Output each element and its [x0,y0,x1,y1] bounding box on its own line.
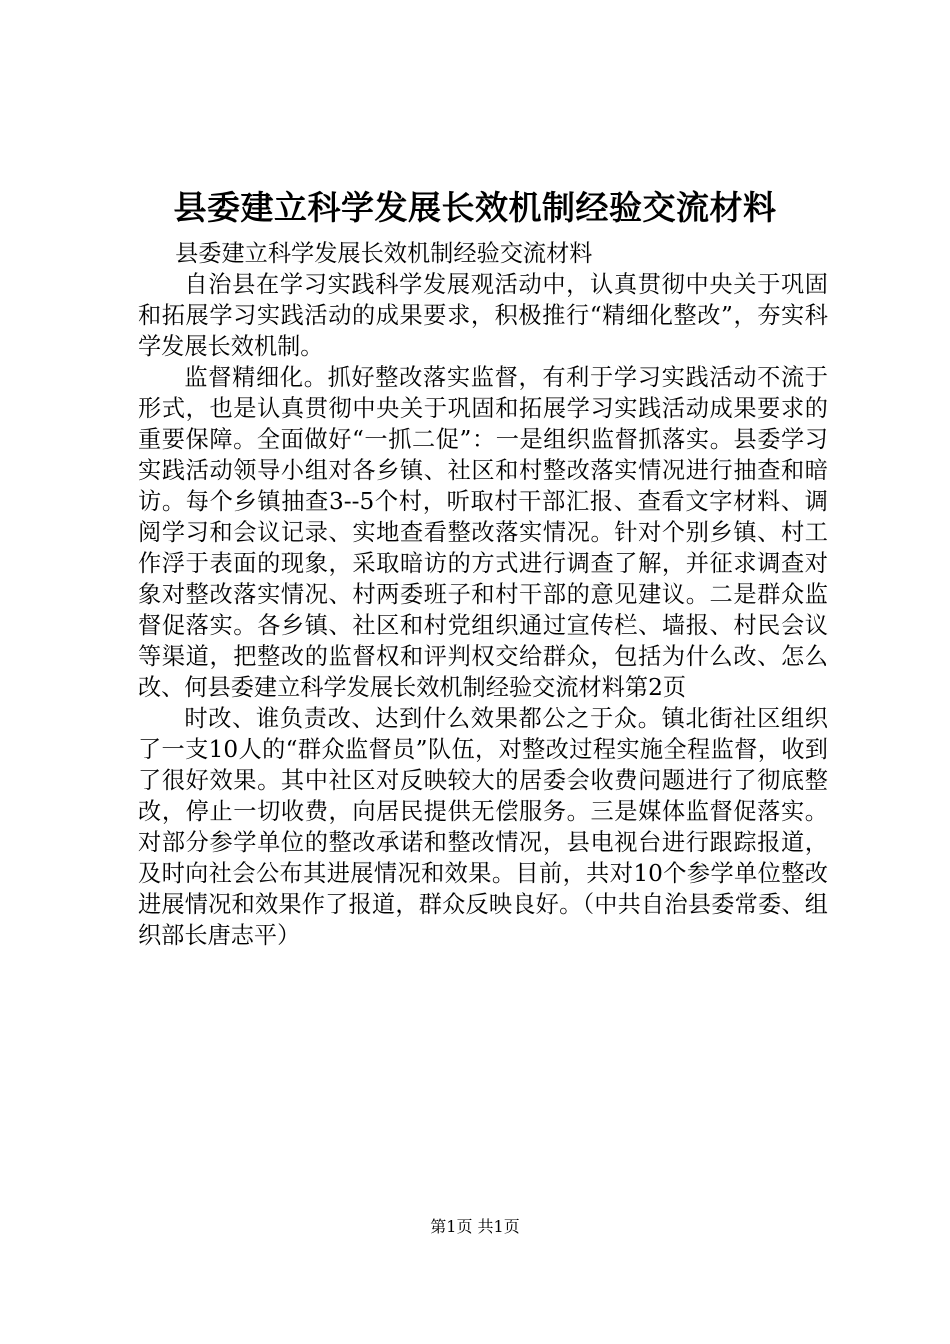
document-body [138,238,828,951]
paragraph-supervision: 监督精细化。抓好整改落实监督，有利于学习实践活动不流于形式，也是认真贯彻中央关于巩固和拓展学习实践活动成果要求的重要保障。全面做好“一抓二促”：一是组织监督抓落实。县委学习实践活动领导小组对各乡镇、社区和村整改落实情况进行抽查和暗访。每个乡镇抽查3--5个村，听取村干部汇报、查看文字材料、调阅学习和会议记录、实地查看整改落实情况。针对个别乡镇、村工作浮于表面的现象，采取暗访的方式进行调查了解，并征求调查对象对整改落实情况、村两委班子和村干部的意见建议。二是群众监督促落实。各乡镇、社区和村党组织通过宣传栏、墙报、村民会议等渠道，把整改的监督权和评判权交给群众，包括为什么改、怎么改、何县委建立科学发展长效机制经验交流材料第2页 [138,364,828,701]
paragraph-continuation: 时改、谁负责改、达到什么效果都公之于众。镇北街社区组织了一支10人的“群众监督员”队伍，对整改过程实施全程监督，收到了很好效果。其中社区对反映较大的居委会收费问题进行了彻底整改，停止一切收费，向居民提供无偿服务。三是媒体监督促落实。对部分参学单位的整改承诺和整改情况，县电视台进行跟踪报道，及时向社会公布其进展情况和效果。目前，共对10个参学单位整改进展情况和效果作了报道，群众反映良好。（中共自治县委常委、组织部长唐志平） [138,705,828,949]
document-title: 县委建立科学发展长效机制经验交流材料 [173,188,777,227]
page-footer: 第1页 共1页 [430,1217,520,1236]
paragraph-intro: 自治县在学习实践科学发展观活动中，认真贯彻中央关于巩固和拓展学习实践活动的成果要求，积极推行“精细化整改”，夯实科学发展长效机制。 [138,271,828,360]
document-subtitle: 县委建立科学发展长效机制经验交流材料 [175,240,593,267]
